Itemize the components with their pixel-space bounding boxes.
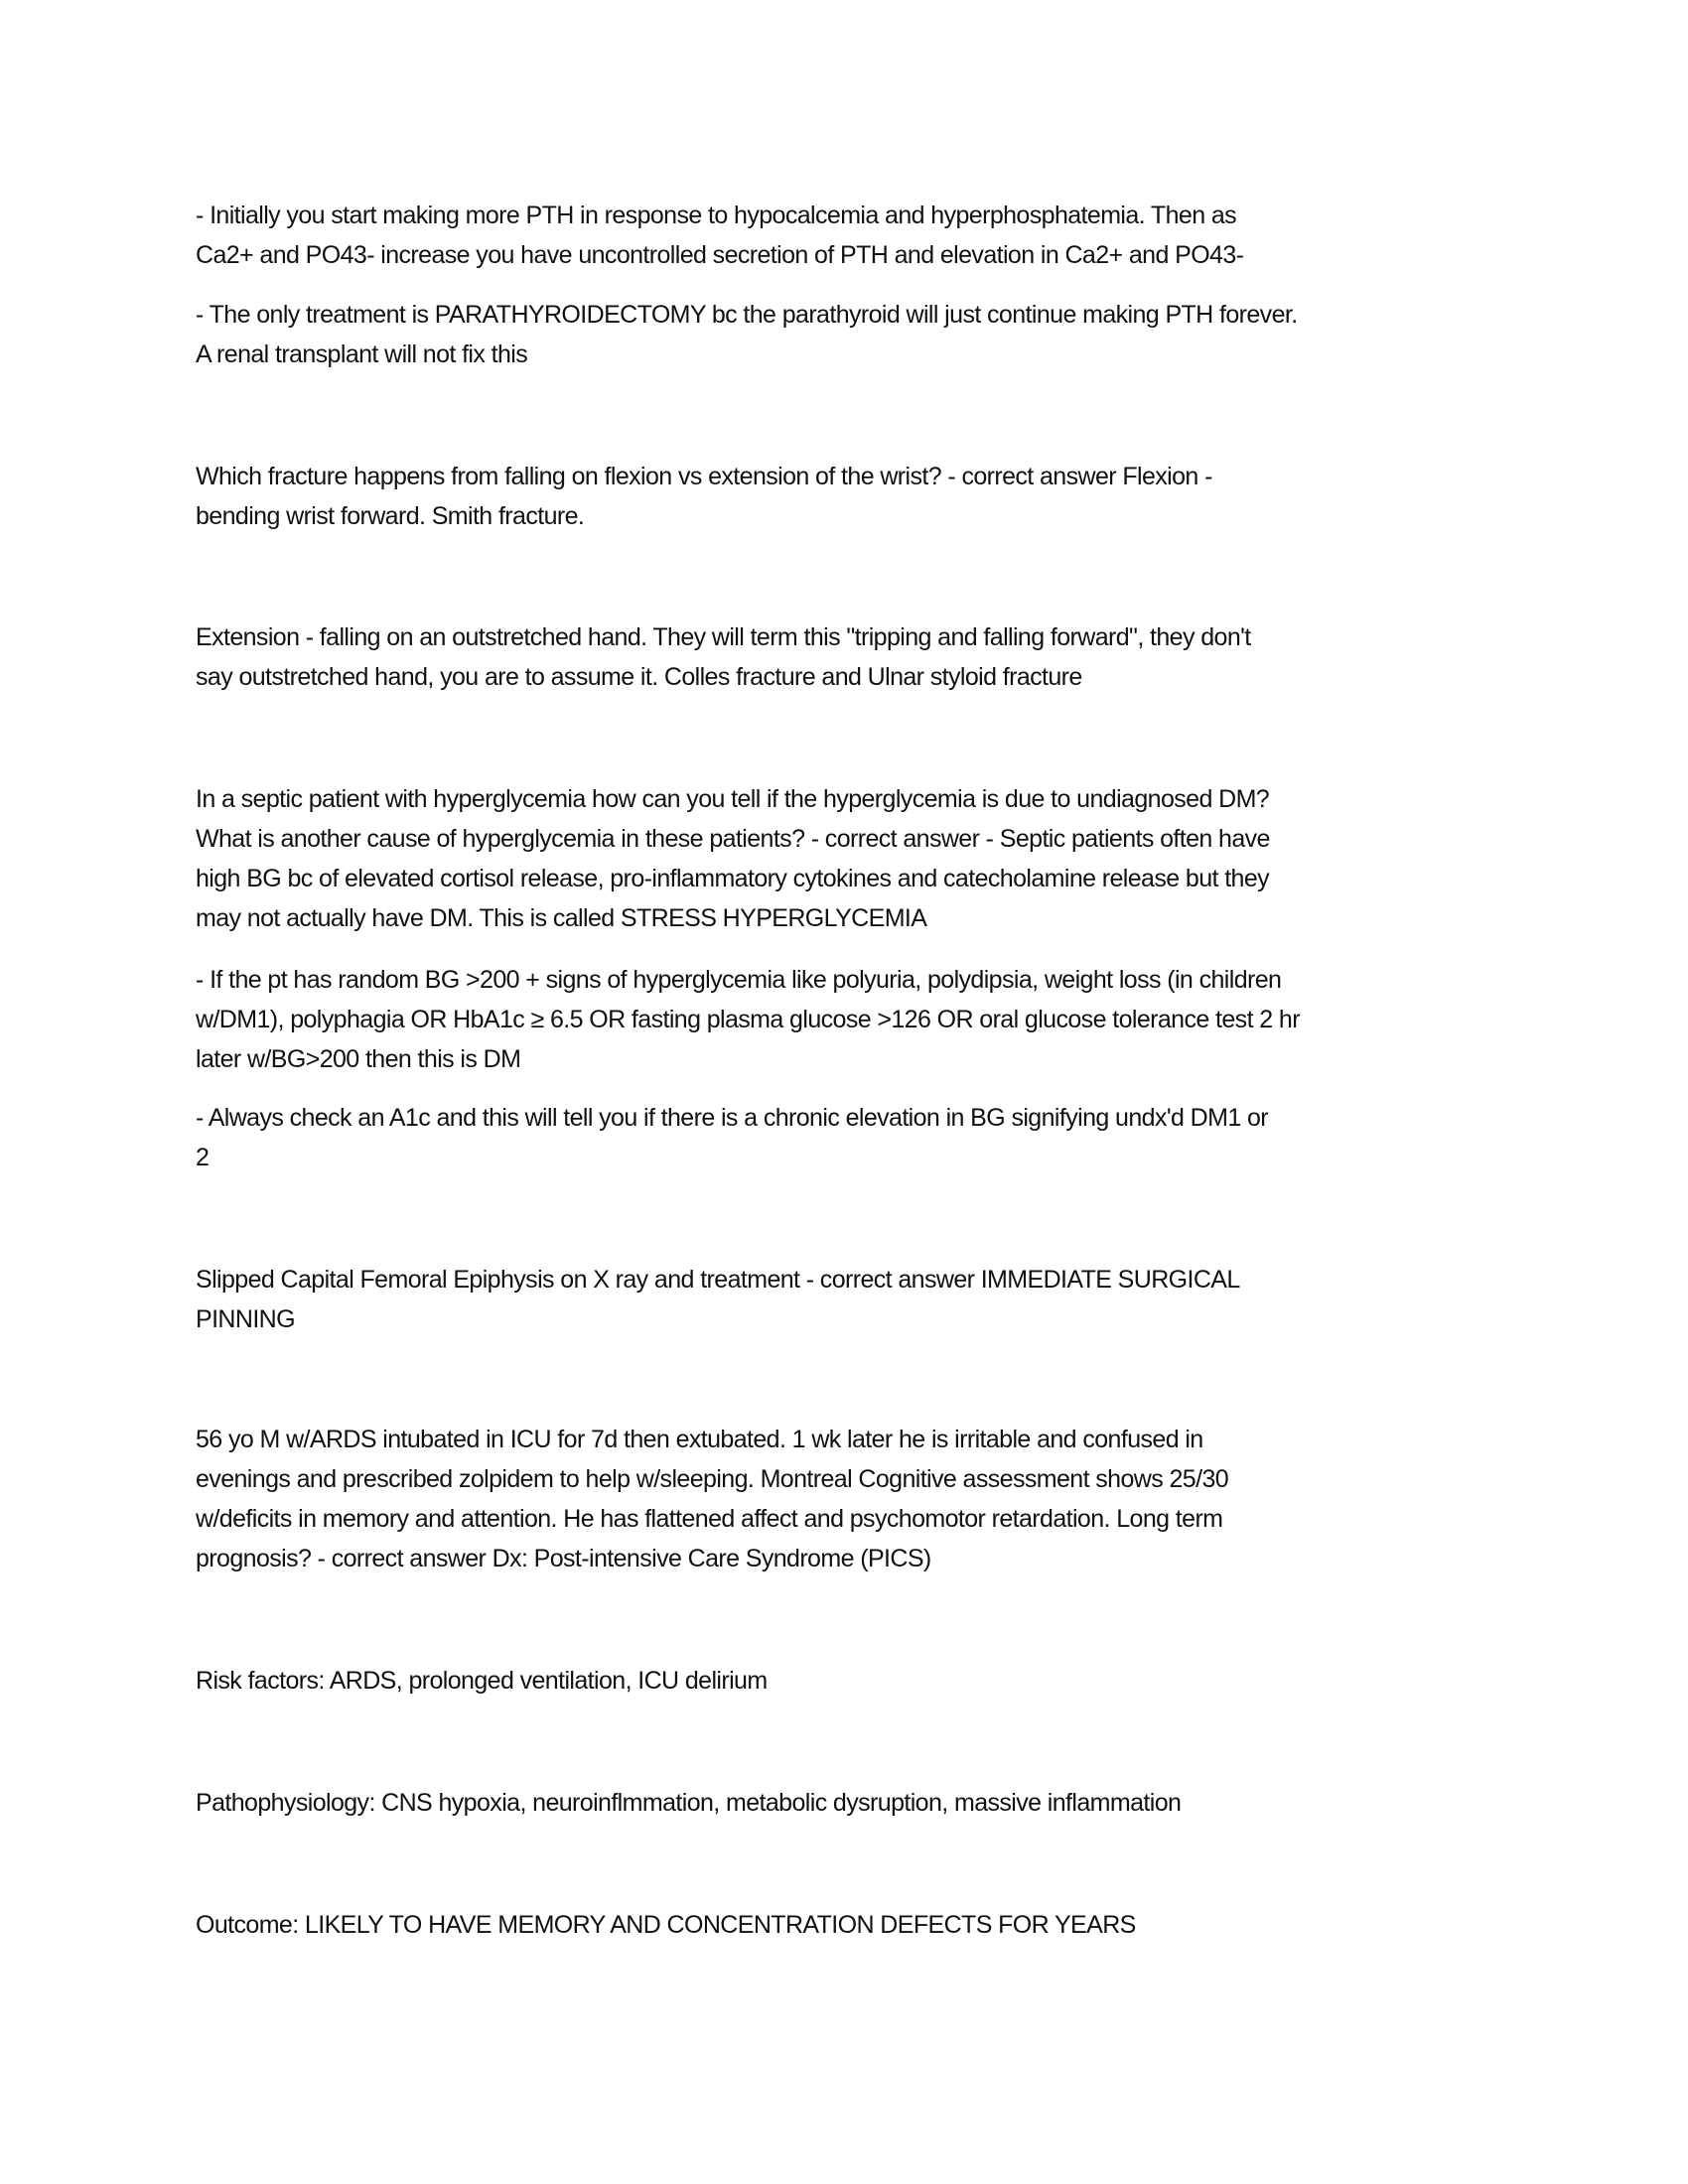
text-line: PINNING bbox=[196, 1305, 295, 1333]
text-line: Which fracture happens from falling on flexion vs extension of the wrist? - correct answer Flexion - bbox=[196, 463, 1212, 490]
text-line: say outstretched hand, you are to assume it. Colles fracture and Ulnar styloid fracture bbox=[196, 663, 1082, 691]
text-line: w/deficits in memory and attention. He has flattened affect and psychomotor retardation. Long term bbox=[196, 1505, 1223, 1533]
text-line: What is another cause of hyperglycemia in these patients? - correct answer - Septic patients often have bbox=[196, 825, 1270, 853]
paragraph bbox=[196, 295, 1298, 374]
text-line: prognosis? - correct answer Dx: Post-intensive Care Syndrome (PICS) bbox=[196, 1545, 931, 1572]
text-line: Extension - falling on an outstretched hand. They will term this "tripping and falling forward", they don't bbox=[196, 623, 1251, 651]
text-line: high BG bc of elevated cortisol release, pro-inflammatory cytokines and catecholamine release but they bbox=[196, 865, 1270, 892]
text-line: may not actually have DM. This is called STRESS HYPERGLYCEMIA bbox=[196, 904, 927, 932]
paragraph bbox=[196, 196, 1243, 275]
paragraph bbox=[196, 1420, 1228, 1578]
paragraph bbox=[196, 1098, 1268, 1177]
text-line: later w/BG>200 then this is DM bbox=[196, 1045, 521, 1073]
text-line: - The only treatment is PARATHYROIDECTOMY bc the parathyroid will just continue making PTH forever. bbox=[196, 301, 1298, 329]
paragraph bbox=[196, 617, 1251, 697]
text-line: bending wrist forward. Smith fracture. bbox=[196, 502, 585, 530]
paragraph bbox=[196, 1661, 768, 1701]
paragraph bbox=[196, 1260, 1240, 1339]
paragraph bbox=[196, 457, 1212, 536]
paragraph bbox=[196, 1783, 1181, 1823]
text-line: w/DM1), polyphagia OR HbA1c ≥ 6.5 OR fasting plasma glucose >126 OR oral glucose tolerance test 2 hr bbox=[196, 1006, 1300, 1033]
text-line: 2 bbox=[196, 1144, 210, 1171]
text-line: Outcome: LIKELY TO HAVE MEMORY AND CONCENTRATION DEFECTS FOR YEARS bbox=[196, 1911, 1136, 1939]
text-line: Pathophysiology: CNS hypoxia, neuroinflmmation, metabolic dysruption, massive inflammation bbox=[196, 1789, 1182, 1817]
text-line: In a septic patient with hyperglycemia how can you tell if the hyperglycemia is due to undiagnosed DM? bbox=[196, 785, 1270, 813]
text-line: A renal transplant will not fix this bbox=[196, 341, 528, 368]
paragraph bbox=[196, 1905, 1136, 1945]
text-line: Risk factors: ARDS, prolonged ventilation, ICU delirium bbox=[196, 1667, 768, 1695]
text-line: evenings and prescribed zolpidem to help w/sleeping. Montreal Cognitive assessment shows 25/30 bbox=[196, 1465, 1229, 1493]
text-line: Ca2+ and PO43- increase you have uncontrolled secretion of PTH and elevation in Ca2+ and PO43- bbox=[196, 241, 1244, 269]
text-line: - If the pt has random BG >200 + signs of hyperglycemia like polyuria, polydipsia, weight loss (in children bbox=[196, 966, 1282, 994]
text-line: - Initially you start making more PTH in response to hypocalcemia and hyperphosphatemia. Then as bbox=[196, 202, 1237, 229]
paragraph bbox=[196, 779, 1270, 938]
text-line: 56 yo M w/ARDS intubated in ICU for 7d then extubated. 1 wk later he is irritable and confused in bbox=[196, 1426, 1203, 1453]
text-line: Slipped Capital Femoral Epiphysis on X ray and treatment - correct answer IMMEDIATE SURGICAL bbox=[196, 1266, 1240, 1294]
paragraph bbox=[196, 960, 1300, 1079]
text-line: - Always check an A1c and this will tell you if there is a chronic elevation in BG signifying undx'd DM1 or bbox=[196, 1104, 1269, 1132]
